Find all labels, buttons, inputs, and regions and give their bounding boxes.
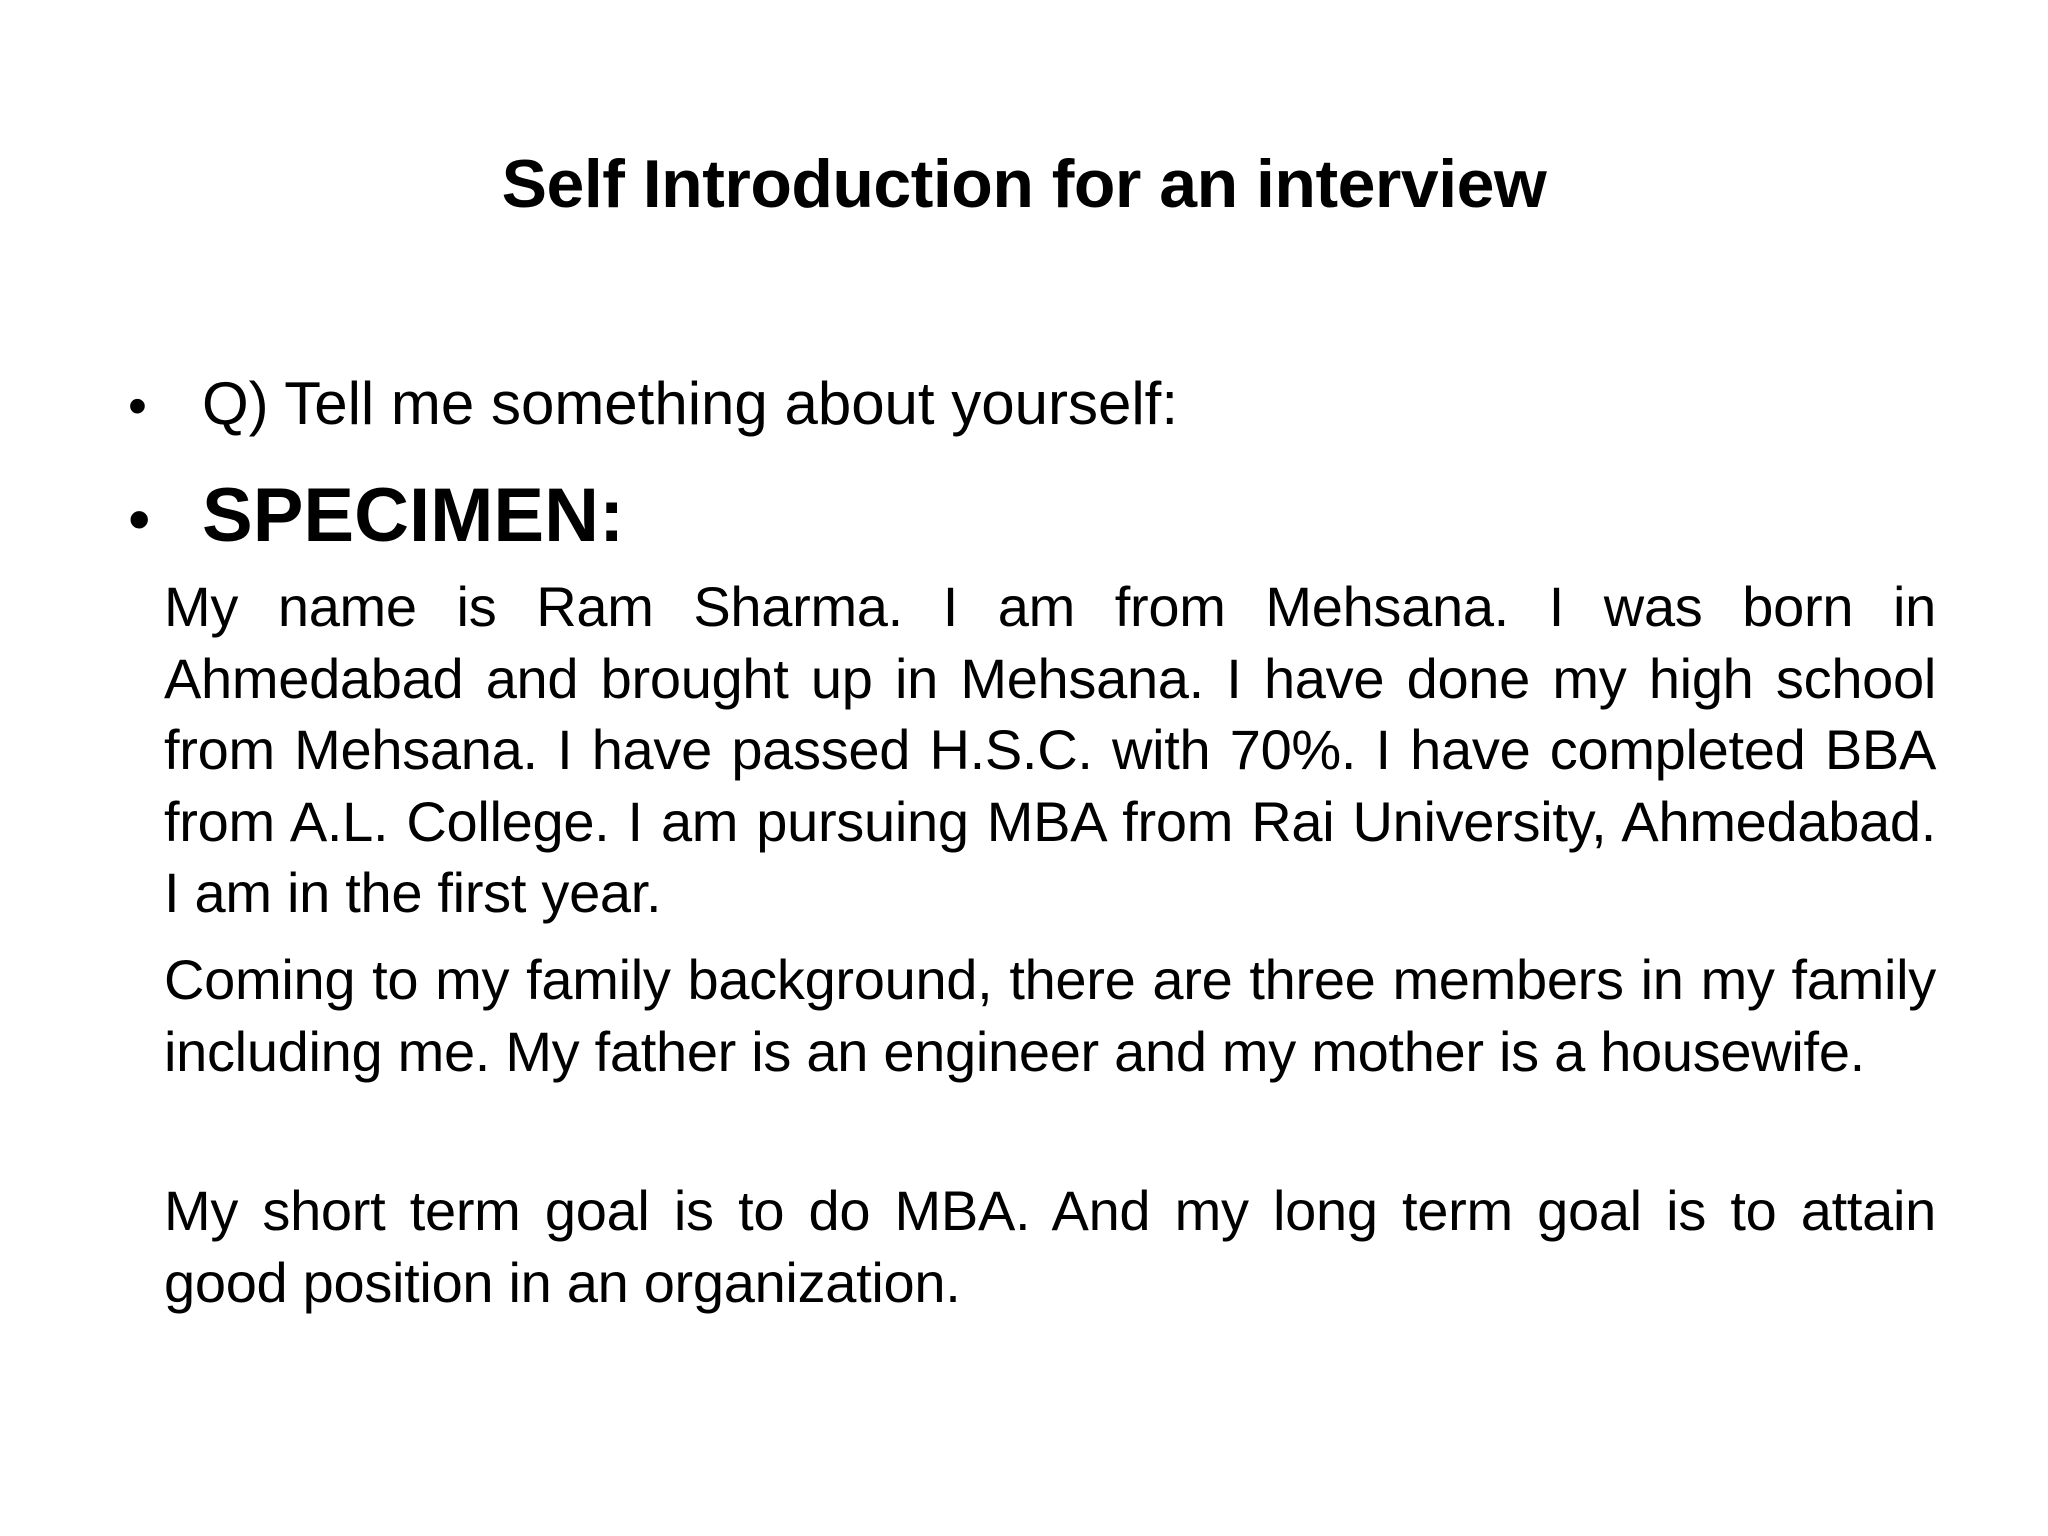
bullet-item-specimen: [128, 470, 624, 561]
slide-title: Self Introduction for an interview: [501, 146, 1547, 222]
specimen-heading: SPECIMEN:: [202, 473, 625, 558]
paragraph-family: Coming to my family background, there are three members in my family including me. My father is an engineer and my mother is a housewife.: [164, 948, 1936, 1083]
bullet-item-question: [128, 368, 1178, 440]
question-text: Q) Tell me something about yourself:: [202, 370, 1179, 437]
paragraph-education: My name is Ram Sharma. I am from Mehsana. I was born in Ahmedabad and brought up in Mehsana. I have done my high school from Mehsana. I have passed H.S.C. with 70%. I have completed BBA from A.L. College. I am pursuing MBA from Rai University, Ahmedabad. I am in the first year.: [164, 575, 1936, 924]
bullet-icon: •: [128, 376, 147, 436]
paragraph-goals: My short term goal is to do MBA. And my long term goal is to attain good position in an organization.: [164, 1179, 1936, 1314]
bullet-icon: •: [128, 483, 151, 555]
